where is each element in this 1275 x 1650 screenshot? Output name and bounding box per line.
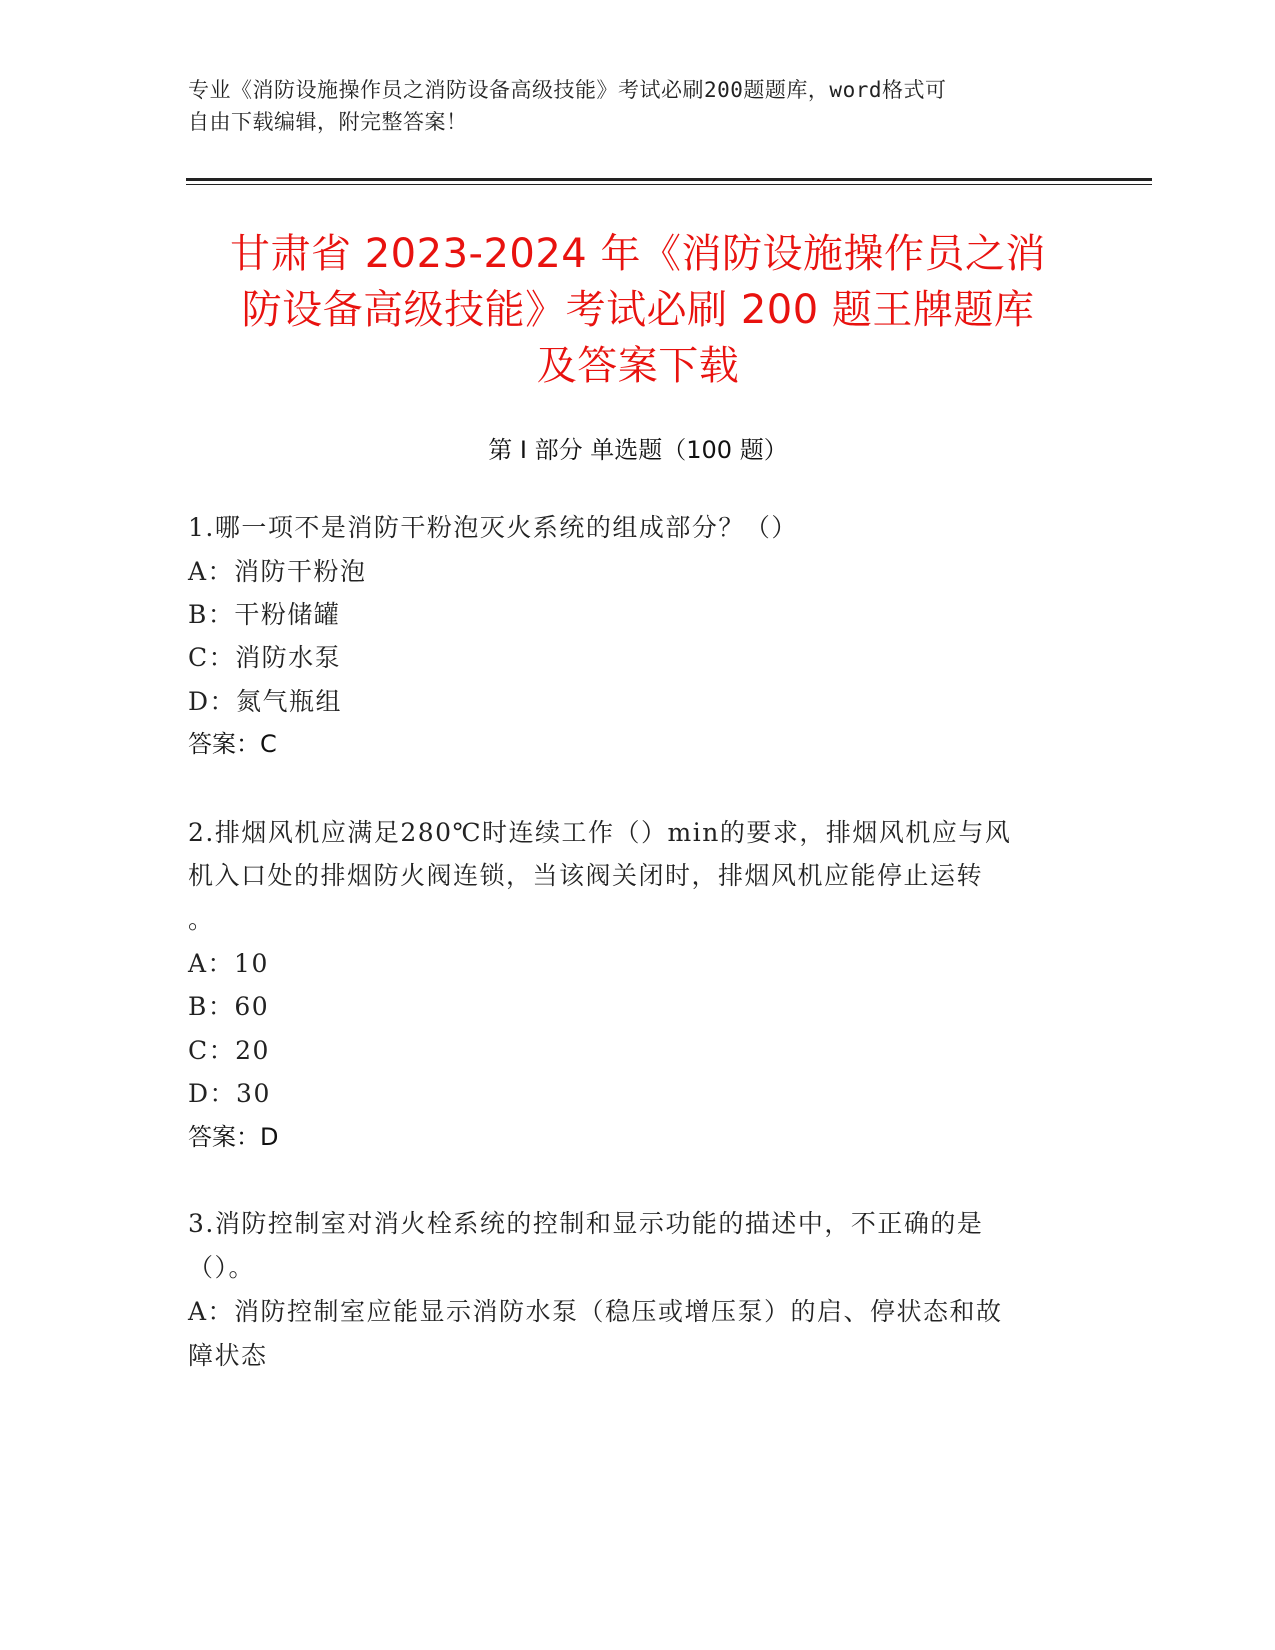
question-2-option-d: D：30 bbox=[188, 1079, 271, 1108]
document-title-line-3: 及答案下载 bbox=[536, 343, 740, 389]
question-3-option-a-line-2: 障状态 bbox=[188, 1341, 268, 1370]
question-1-option-d: D：氮气瓶组 bbox=[188, 687, 343, 716]
document-title-line-1: 甘肃省 2023-2024 年《消防设施操作员之消 bbox=[230, 231, 1046, 277]
question-2-option-c: C：20 bbox=[188, 1036, 270, 1065]
question-3-option-a-line-1: A：消防控制室应能显示消防水泵（稳压或增压泵）的启、停状态和故 bbox=[188, 1297, 1003, 1326]
question-2-stem-line-3: 。 bbox=[188, 905, 215, 934]
question-1-answer: 答案：C bbox=[188, 730, 277, 758]
question-1-option-a: A：消防干粉泡 bbox=[188, 557, 367, 586]
question-1-option-b: B：干粉储罐 bbox=[188, 600, 341, 629]
question-2-stem-line-1: 2.排烟风机应满足280℃时连续工作（）min的要求，排烟风机应与风 bbox=[188, 818, 1012, 847]
document-title bbox=[188, 226, 1088, 394]
question-1-stem: 1.哪一项不是消防干粉泡灭火系统的组成部分？（） bbox=[188, 513, 798, 542]
question-2-option-a: A：10 bbox=[188, 949, 269, 978]
question-1-option-c: C：消防水泵 bbox=[188, 643, 342, 672]
question-2-answer: 答案：D bbox=[188, 1123, 279, 1151]
header-note-line-2: 自由下载编辑，附完整答案！ bbox=[188, 110, 468, 134]
question-2-option-b: B：60 bbox=[188, 992, 270, 1021]
question-3-stem-line-1: 3.消防控制室对消火栓系统的控制和显示功能的描述中，不正确的是 bbox=[188, 1209, 984, 1238]
section-title: 第 I 部分 单选题（100 题） bbox=[488, 436, 788, 464]
header-note bbox=[188, 74, 1068, 138]
header-divider-thick bbox=[186, 178, 1152, 181]
document-title-line-2: 防设备高级技能》考试必刷 200 题王牌题库 bbox=[241, 287, 1035, 333]
question-3-stem-line-2: （）。 bbox=[188, 1253, 256, 1282]
header-note-line-1: 专业《消防设施操作员之消防设备高级技能》考试必刷200题题库，word格式可 bbox=[188, 78, 947, 102]
question-2-stem-line-2: 机入口处的排烟防火阀连锁，当该阀关闭时，排烟风机应能停止运转 bbox=[188, 861, 984, 890]
header-divider-thin bbox=[186, 184, 1152, 185]
